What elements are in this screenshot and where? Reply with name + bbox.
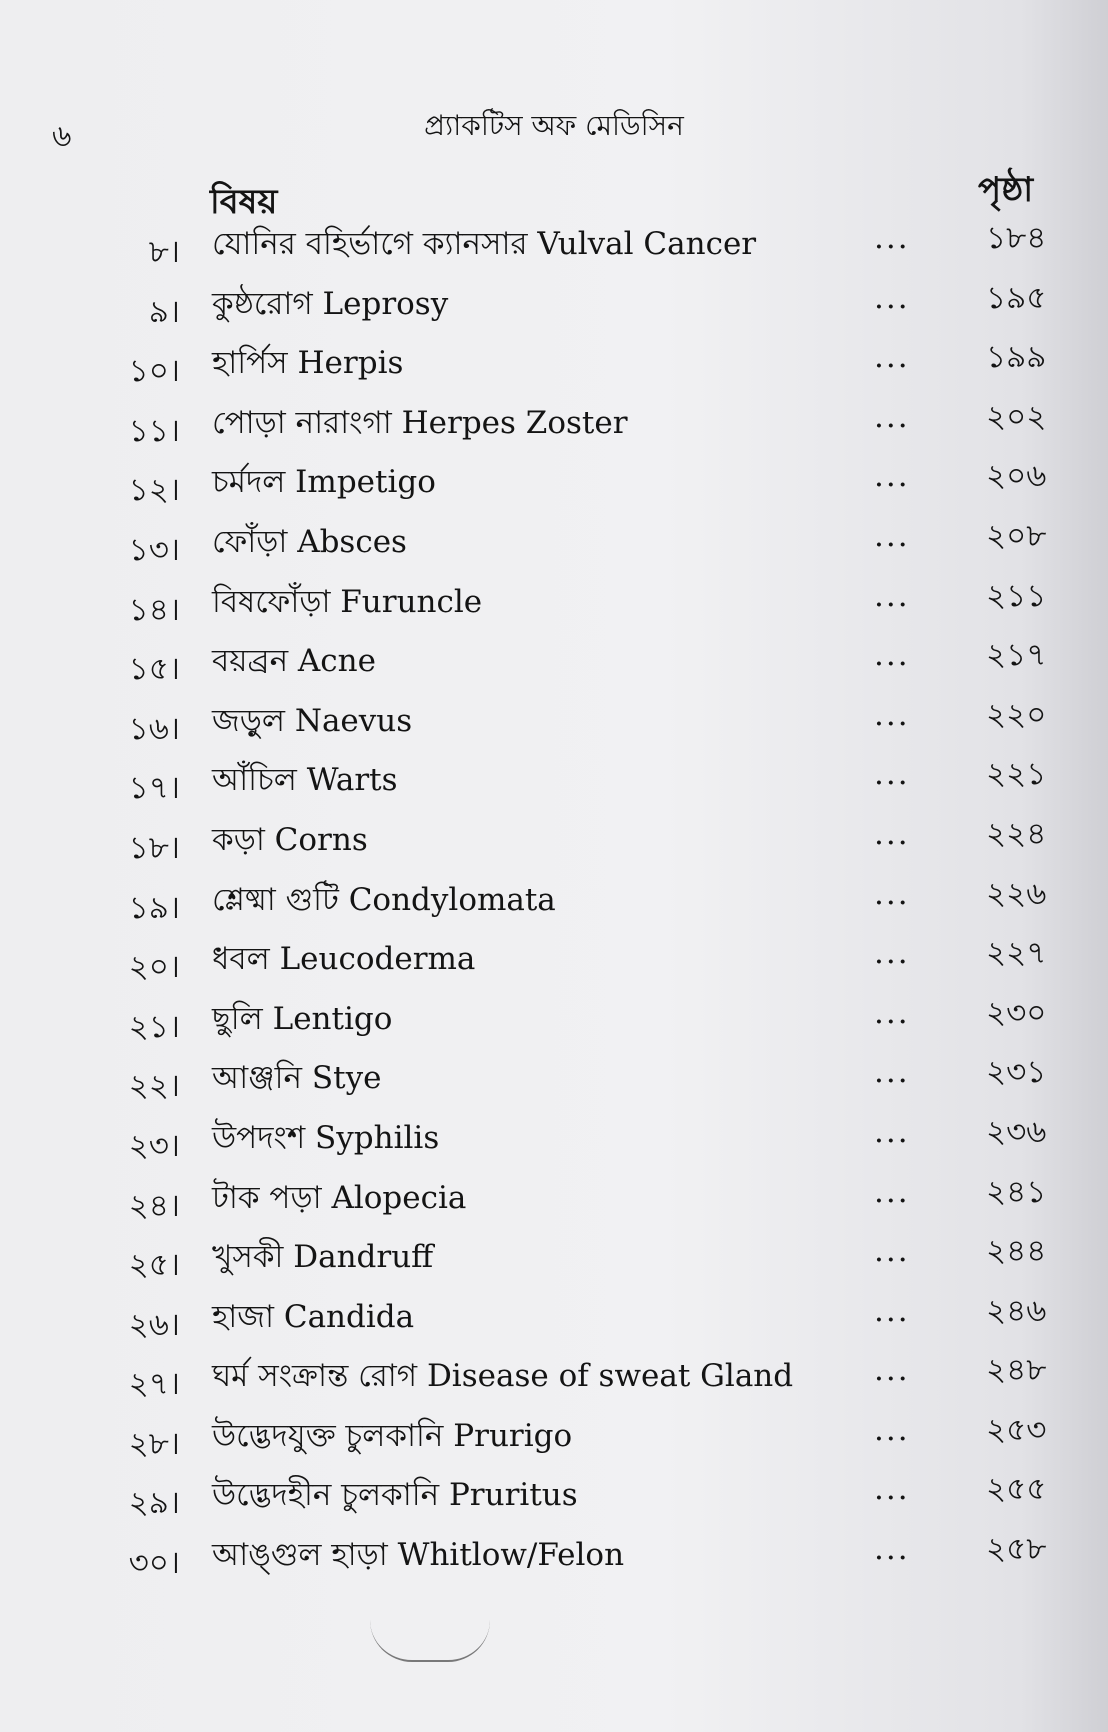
toc-entry-title: ছুলি Lentigo: [212, 1000, 393, 1037]
toc-entry-number: ২২।: [128, 1068, 180, 1105]
toc-row: [0, 1225, 1108, 1285]
toc-entry-page: ২৫৫: [986, 1471, 1047, 1508]
toc-leader-dots: ...: [874, 637, 910, 674]
toc-leader-dots: ...: [874, 1471, 910, 1508]
toc-row: [0, 1166, 1108, 1226]
toc-leader-dots: ...: [874, 1054, 910, 1091]
toc-entry-title: যোনির বহির্ভাগে ক্যানসার Vulval Cancer: [212, 226, 757, 262]
toc-entry-number: ১৯।: [128, 889, 180, 926]
toc-entry-number: ২৬।: [128, 1306, 180, 1343]
toc-entry-page: ২২০: [986, 696, 1047, 733]
toc-entry-page: ২০৬: [986, 458, 1047, 495]
toc-row: [0, 450, 1108, 510]
toc-entry-title: উদ্ভেদযুক্ত চুলকানি Prurigo: [212, 1417, 573, 1454]
toc-entry-number: ২৭।: [128, 1366, 180, 1403]
toc-row: [0, 331, 1108, 391]
column-heading-page: পৃষ্ঠা: [978, 170, 1034, 210]
toc-entry-page: ২২৬: [986, 875, 1047, 912]
toc-entry-title: বিষফোঁড়া Furuncle: [212, 583, 483, 620]
toc-entry-page: ১৯৯: [986, 339, 1047, 376]
toc-entry-page: ২৩১: [986, 1054, 1047, 1091]
toc-entry-title: হার্পিস Herpis: [212, 345, 404, 382]
toc-row: [0, 868, 1108, 928]
toc-row: [0, 391, 1108, 451]
toc-entry-title: চর্মদল Impetigo: [212, 464, 436, 501]
toc-row: [0, 748, 1108, 808]
toc-entry-number: ২৮।: [128, 1425, 180, 1462]
toc-leader-dots: ...: [874, 279, 910, 316]
toc-row: [0, 1404, 1108, 1464]
toc-row: [0, 212, 1108, 272]
toc-entry-title: আঞ্জনি Stye: [212, 1060, 382, 1097]
toc-entry-number: ১০।: [128, 353, 180, 390]
toc-entry-number: ১৬।: [128, 710, 180, 747]
toc-entry-title: পোড়া নারাংগা Herpes Zoster: [212, 404, 628, 441]
toc-leader-dots: ...: [874, 517, 910, 554]
toc-row: [0, 987, 1108, 1047]
toc-leader-dots: ...: [874, 1411, 910, 1448]
toc-entry-title: টাক পড়া Alopecia: [212, 1179, 467, 1216]
toc-leader-dots: ...: [874, 1233, 910, 1270]
toc-entry-title: ফোঁড়া Absces: [212, 523, 407, 560]
toc-entry-page: ২২৪: [986, 815, 1047, 852]
toc-row: [0, 1285, 1108, 1345]
toc-entry-title: শ্লেষ্মা গুটি Condylomata: [212, 881, 556, 918]
toc-row: [0, 629, 1108, 689]
toc-entry-number: ১১।: [128, 412, 180, 449]
pen-mark: [370, 1620, 490, 1662]
toc-entry-title: আঁচিল Warts: [212, 762, 398, 799]
toc-row: [0, 510, 1108, 570]
toc-leader-dots: ...: [874, 1292, 910, 1329]
toc-entry-number: ১৮।: [128, 829, 180, 866]
toc-leader-dots: ...: [874, 339, 910, 376]
toc-row: [0, 272, 1108, 332]
toc-entry-page: ২৩৬: [986, 1113, 1047, 1150]
toc-leader-dots: ...: [874, 935, 910, 972]
toc-entry-page: ২৪৮: [986, 1352, 1047, 1389]
table-of-contents: [0, 212, 1108, 1583]
toc-entry-title: বয়ব্রন Acne: [212, 643, 376, 680]
toc-entry-page: ১৮৪: [986, 220, 1047, 256]
toc-entry-title: হাজা Candida: [212, 1298, 415, 1335]
toc-leader-dots: ...: [874, 398, 910, 435]
toc-leader-dots: ...: [874, 815, 910, 852]
toc-row: [0, 808, 1108, 868]
toc-row: [0, 1523, 1108, 1583]
toc-entry-page: ২২১: [986, 756, 1047, 793]
toc-entry-page: ২৩০: [986, 994, 1047, 1031]
page-number: ৬: [52, 119, 72, 154]
toc-entry-page: ২৫৩: [986, 1411, 1047, 1448]
toc-leader-dots: ...: [874, 220, 910, 256]
toc-leader-dots: ...: [874, 1173, 910, 1210]
toc-row: [0, 927, 1108, 987]
toc-entry-number: ৯।: [148, 293, 180, 330]
toc-entry-number: ২৪।: [128, 1187, 180, 1224]
toc-leader-dots: ...: [874, 577, 910, 614]
toc-entry-number: ৩০।: [128, 1545, 180, 1582]
toc-entry-number: ২৯।: [128, 1485, 180, 1522]
toc-entry-title: আঙ্গুল হাড়া Whitlow/Felon: [212, 1537, 625, 1574]
toc-entry-page: ২৪১: [986, 1173, 1047, 1210]
toc-entry-page: ২১৭: [986, 637, 1047, 674]
toc-entry-number: ২০।: [128, 949, 180, 986]
toc-entry-title: কড়া Corns: [212, 821, 368, 858]
toc-entry-title: জড়ুল Naevus: [212, 702, 413, 739]
toc-entry-page: ২৪৪: [986, 1233, 1047, 1270]
toc-leader-dots: ...: [874, 458, 910, 495]
toc-leader-dots: ...: [874, 994, 910, 1031]
toc-entry-title: ঘর্ম সংক্রান্ত রোগ Disease of sweat Gland: [212, 1358, 794, 1395]
toc-row: [0, 1106, 1108, 1166]
toc-entry-title: ধবল Leucoderma: [212, 941, 476, 978]
toc-row: [0, 570, 1108, 630]
toc-entry-number: ১৭।: [128, 770, 180, 807]
toc-leader-dots: ...: [874, 756, 910, 793]
column-heading-topic: বিষয়: [210, 182, 278, 222]
running-header-title: প্র্যাকটিস অফ মেডিসিন: [424, 109, 684, 142]
toc-entry-page: ২০২: [986, 398, 1047, 435]
toc-entry-page: ২১১: [986, 577, 1047, 614]
toc-leader-dots: ...: [874, 875, 910, 912]
toc-entry-number: ১৫।: [128, 651, 180, 688]
toc-leader-dots: ...: [874, 1113, 910, 1150]
toc-entry-page: ১৯৫: [986, 279, 1047, 316]
toc-row: [0, 1463, 1108, 1523]
toc-entry-number: ১৩।: [128, 531, 180, 568]
toc-entry-page: ২৫৮: [986, 1531, 1047, 1568]
toc-entry-number: ২১।: [128, 1008, 180, 1045]
toc-entry-title: কুষ্ঠরোগ Leprosy: [212, 285, 449, 322]
toc-entry-number: ৮।: [148, 234, 180, 270]
toc-leader-dots: ...: [874, 696, 910, 733]
toc-entry-page: ২২৭: [986, 935, 1047, 972]
toc-entry-number: ১৪।: [128, 591, 180, 628]
toc-row: [0, 689, 1108, 749]
toc-row: [0, 1046, 1108, 1106]
toc-entry-number: ২৩।: [128, 1127, 180, 1164]
toc-entry-title: খুসকী Dandruff: [212, 1239, 434, 1276]
toc-row: [0, 1344, 1108, 1404]
toc-entry-number: ২৫।: [128, 1247, 180, 1284]
toc-leader-dots: ...: [874, 1352, 910, 1389]
toc-entry-title: উদ্ভেদহীন চুলকানি Pruritus: [212, 1477, 578, 1514]
toc-entry-page: ২৪৬: [986, 1292, 1047, 1329]
toc-entry-number: ১২।: [128, 472, 180, 509]
toc-entry-title: উপদংশ Syphilis: [212, 1119, 440, 1156]
toc-leader-dots: ...: [874, 1531, 910, 1568]
toc-entry-page: ২০৮: [986, 517, 1047, 554]
